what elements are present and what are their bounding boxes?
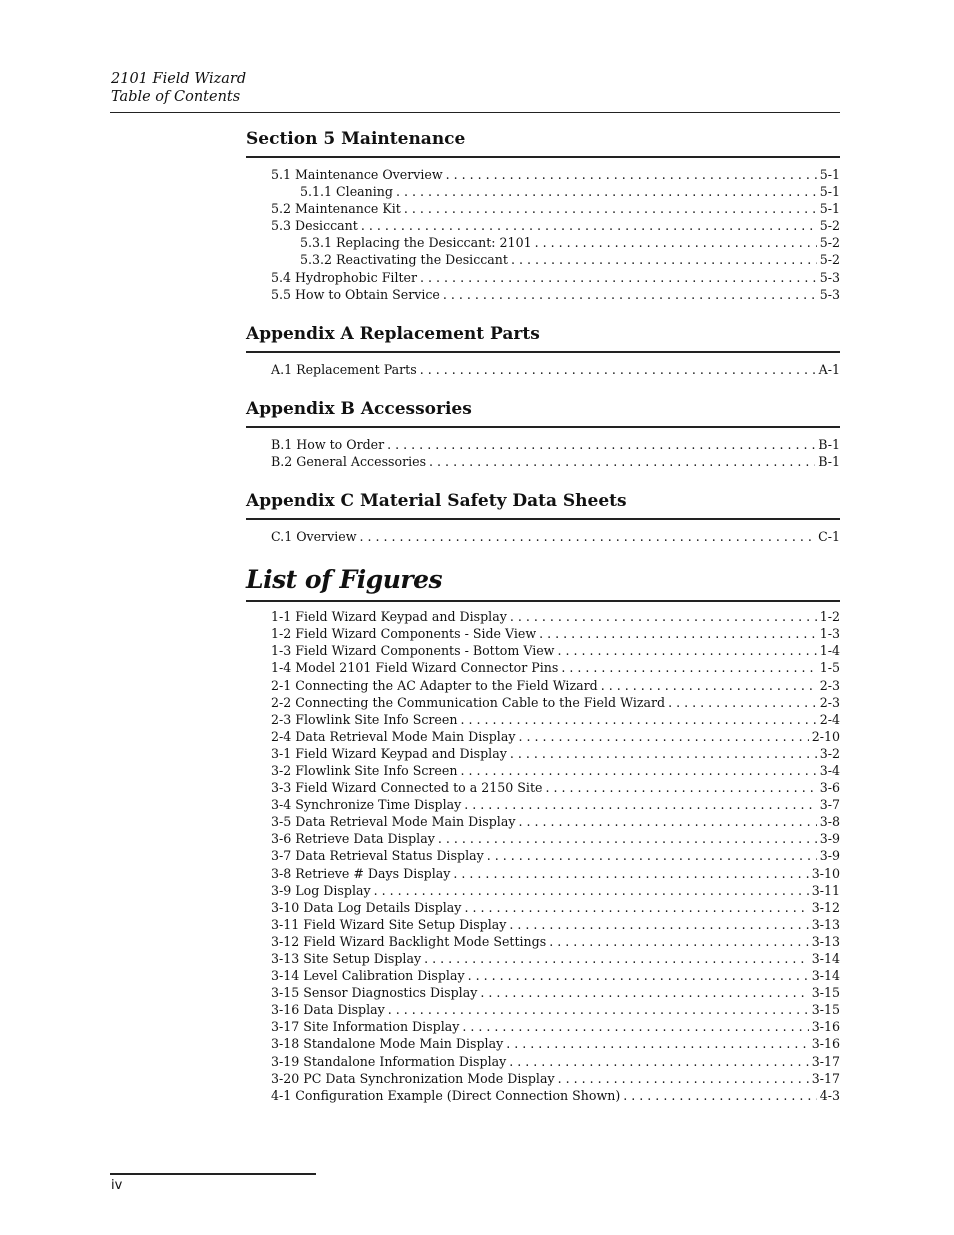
toc-entry-label: B.1 How to Order bbox=[271, 436, 385, 452]
dot-leader bbox=[549, 933, 809, 950]
toc-entry-page: 3-11 bbox=[811, 882, 840, 898]
toc-entry-page: 5-2 bbox=[819, 235, 840, 251]
dot-leader bbox=[510, 745, 817, 762]
dot-leader bbox=[460, 711, 816, 728]
toc-entry-page: 5-2 bbox=[819, 218, 840, 234]
dot-leader bbox=[480, 984, 808, 1001]
figure-entry[interactable] bbox=[246, 728, 840, 745]
toc-entry-label: 3-18 Standalone Mode Main Display bbox=[271, 1036, 504, 1052]
toc-entry[interactable] bbox=[246, 251, 840, 268]
toc-entry-label: C.1 Overview bbox=[271, 529, 357, 545]
toc-entry-label: 3-3 Field Wizard Connected to a 2150 Site bbox=[271, 780, 543, 796]
toc-entry-page: 5-2 bbox=[819, 252, 840, 268]
dot-leader bbox=[518, 813, 816, 830]
dot-leader bbox=[360, 528, 816, 545]
toc-entry-page: 3-14 bbox=[811, 951, 840, 966]
figure-entry[interactable] bbox=[246, 1018, 840, 1035]
toc-entry-label: 5.4 Hydrophobic Filter bbox=[271, 269, 418, 285]
toc-entry-label: 3-11 Field Wizard Site Setup Display bbox=[271, 916, 507, 932]
toc-sections bbox=[246, 126, 840, 545]
toc-entry-label: 1-4 Model 2101 Field Wizard Connector Pins bbox=[271, 660, 559, 676]
toc-entry-label: 3-20 PC Data Synchronization Mode Display bbox=[271, 1070, 555, 1086]
dot-leader bbox=[601, 677, 817, 694]
toc-entry-label: 3-16 Data Display bbox=[271, 1002, 385, 1018]
section-entries bbox=[246, 528, 840, 545]
figure-entry[interactable] bbox=[246, 762, 840, 779]
dot-leader bbox=[623, 1087, 816, 1104]
figure-entry[interactable] bbox=[246, 1087, 840, 1104]
toc-entry-page: 5-1 bbox=[819, 184, 840, 200]
figure-entry[interactable] bbox=[246, 745, 840, 762]
toc-entry-label: 3-7 Data Retrieval Status Display bbox=[271, 848, 484, 864]
figure-entry[interactable] bbox=[246, 984, 840, 1001]
toc-entry-label: 5.1 Maintenance Overview bbox=[271, 167, 443, 182]
toc-entry-page: 3-15 bbox=[811, 1002, 840, 1018]
toc-entry-label: 4-1 Configuration Example (Direct Connection Shown) bbox=[271, 1087, 621, 1103]
toc-entry-page: 2-10 bbox=[811, 728, 840, 744]
toc-entry-label: 3-8 Retrieve # Days Display bbox=[271, 865, 451, 881]
dot-leader bbox=[561, 659, 816, 676]
toc-entry-label: 3-17 Site Information Display bbox=[271, 1019, 460, 1035]
figure-entry[interactable] bbox=[246, 899, 840, 916]
section-rule bbox=[246, 426, 840, 428]
list-of-figures-title: List of Figures bbox=[246, 565, 443, 595]
toc-entry-label: 5.1.1 Cleaning bbox=[300, 184, 393, 200]
toc-entry-page: 1-2 bbox=[819, 609, 840, 625]
dot-leader bbox=[387, 436, 815, 453]
toc-entry-page: 3-17 bbox=[811, 1070, 840, 1086]
toc-entry-page: 1-5 bbox=[819, 660, 840, 676]
section-entries bbox=[246, 166, 840, 303]
toc-entry-page: 5-3 bbox=[819, 286, 840, 302]
dot-leader bbox=[420, 361, 816, 378]
toc-entry-page: 3-16 bbox=[811, 1036, 840, 1052]
figure-entry[interactable] bbox=[246, 608, 840, 625]
figure-entry[interactable] bbox=[246, 711, 840, 728]
dot-leader bbox=[420, 269, 817, 286]
dot-leader bbox=[509, 916, 808, 933]
dot-leader bbox=[558, 1070, 809, 1087]
toc-entry-page: 3-7 bbox=[819, 797, 840, 813]
toc-entry[interactable] bbox=[246, 453, 840, 470]
figure-entry[interactable] bbox=[246, 677, 840, 694]
toc-entry[interactable] bbox=[246, 166, 840, 183]
dot-leader bbox=[446, 166, 817, 183]
dot-leader bbox=[429, 453, 815, 470]
dot-leader bbox=[464, 899, 808, 916]
dot-leader bbox=[404, 200, 817, 217]
toc-entry-label: 3-9 Log Display bbox=[271, 882, 371, 898]
toc-entry-label: 3-10 Data Log Details Display bbox=[271, 899, 462, 915]
toc-entry[interactable] bbox=[246, 200, 840, 217]
toc-entry-label: 3-4 Synchronize Time Display bbox=[271, 797, 462, 813]
dot-leader bbox=[468, 967, 809, 984]
dot-leader bbox=[453, 865, 808, 882]
figure-entry[interactable] bbox=[246, 659, 840, 676]
figure-entry[interactable] bbox=[246, 625, 840, 642]
list-of-figures bbox=[246, 608, 840, 1104]
dot-leader bbox=[443, 286, 817, 303]
toc-entry-page: 3-4 bbox=[819, 762, 840, 778]
section-rule bbox=[246, 351, 840, 353]
header-rule bbox=[110, 112, 840, 113]
toc-entry-label: 3-14 Level Calibration Display bbox=[271, 968, 465, 984]
figure-entry[interactable] bbox=[246, 642, 840, 659]
footer-rule bbox=[110, 1173, 316, 1175]
dot-leader bbox=[535, 234, 817, 251]
toc-entry-page: 1-3 bbox=[819, 626, 840, 642]
toc-entry-label: 3-5 Data Retrieval Mode Main Display bbox=[271, 814, 516, 830]
toc-entry-page: 3-10 bbox=[811, 865, 840, 881]
figure-entry[interactable] bbox=[246, 1035, 840, 1052]
section-entries bbox=[246, 361, 840, 378]
toc-entry[interactable] bbox=[246, 217, 840, 234]
toc-entry-page: 5-1 bbox=[819, 167, 840, 182]
dot-leader bbox=[557, 642, 816, 659]
toc-entry-label: A.1 Replacement Parts bbox=[271, 361, 417, 377]
page-number: iv bbox=[111, 1178, 123, 1193]
toc-entry-label: 1-1 Field Wizard Keypad and Display bbox=[271, 609, 507, 625]
toc-content bbox=[246, 126, 840, 1104]
toc-entry-label: 5.2 Maintenance Kit bbox=[271, 201, 401, 217]
dot-leader bbox=[462, 1018, 808, 1035]
toc-entry-label: 3-1 Field Wizard Keypad and Display bbox=[271, 745, 507, 761]
toc-entry-label: 2-1 Connecting the AC Adapter to the Field Wizard bbox=[271, 677, 598, 693]
toc-entry-label: 5.3.2 Reactivating the Desiccant bbox=[300, 252, 508, 268]
dot-leader bbox=[509, 1053, 808, 1070]
section-heading: Appendix B Accessories bbox=[246, 398, 472, 419]
toc-entry-page: A-1 bbox=[818, 361, 840, 377]
toc-entry-label: 3-2 Flowlink Site Info Screen bbox=[271, 762, 458, 778]
dot-leader bbox=[396, 183, 817, 200]
dot-leader bbox=[424, 950, 809, 967]
toc-entry-label: 3-12 Field Wizard Backlight Mode Settings bbox=[271, 933, 547, 949]
running-head-title: 2101 Field Wizard bbox=[111, 71, 247, 87]
toc-entry-page: 3-9 bbox=[819, 831, 840, 847]
toc-entry-page: 5-1 bbox=[819, 201, 840, 217]
figure-entry[interactable] bbox=[246, 950, 840, 967]
toc-entry-label: 2-3 Flowlink Site Info Screen bbox=[271, 711, 458, 727]
toc-entry[interactable] bbox=[246, 286, 840, 303]
toc-entry-page: 1-4 bbox=[819, 643, 840, 659]
toc-entry-page: 2-4 bbox=[819, 711, 840, 727]
toc-entry-label: 5.5 How to Obtain Service bbox=[271, 286, 440, 302]
toc-entry-page: 3-9 bbox=[819, 848, 840, 864]
dot-leader bbox=[545, 779, 816, 796]
toc-entry-page: 5-3 bbox=[819, 269, 840, 285]
dot-leader bbox=[539, 625, 817, 642]
dot-leader bbox=[460, 762, 816, 779]
toc-entry-label: 1-2 Field Wizard Components - Side View bbox=[271, 626, 537, 642]
figure-entry[interactable] bbox=[246, 830, 840, 847]
dot-leader bbox=[668, 694, 817, 711]
toc-entry-page: 3-14 bbox=[811, 968, 840, 984]
figure-entry[interactable] bbox=[246, 865, 840, 882]
toc-entry-label: 5.3 Desiccant bbox=[271, 218, 358, 234]
dot-leader bbox=[511, 251, 817, 268]
toc-entry-label: 1-3 Field Wizard Components - Bottom View bbox=[271, 643, 555, 659]
dot-leader bbox=[506, 1035, 809, 1052]
toc-entry-label: 3-19 Standalone Information Display bbox=[271, 1053, 507, 1069]
toc-entry-page: 3-12 bbox=[811, 899, 840, 915]
toc-entry-page: 3-8 bbox=[819, 814, 840, 830]
toc-entry-page: 3-2 bbox=[819, 745, 840, 761]
toc-entry[interactable] bbox=[246, 361, 840, 378]
toc-entry-page: 3-13 bbox=[811, 933, 840, 949]
toc-entry-page: 3-17 bbox=[811, 1053, 840, 1069]
toc-entry-page: 3-16 bbox=[811, 1019, 840, 1035]
toc-entry-page: C-1 bbox=[818, 529, 840, 545]
figure-entry[interactable] bbox=[246, 779, 840, 796]
toc-entry[interactable] bbox=[246, 269, 840, 286]
toc-entry[interactable] bbox=[246, 234, 840, 251]
figure-entry[interactable] bbox=[246, 813, 840, 830]
toc-entry-label: 3-15 Sensor Diagnostics Display bbox=[271, 985, 478, 1001]
toc-entry-page: 3-6 bbox=[819, 780, 840, 796]
figure-entry[interactable] bbox=[246, 967, 840, 984]
figure-entry[interactable] bbox=[246, 916, 840, 933]
toc-entry-label: 2-4 Data Retrieval Mode Main Display bbox=[271, 728, 516, 744]
toc-entry-label: 2-2 Connecting the Communication Cable to the Field Wizard bbox=[271, 694, 666, 710]
running-head bbox=[111, 70, 246, 106]
running-head-subtitle: Table of Contents bbox=[111, 89, 241, 105]
toc-entry-page: 2-3 bbox=[819, 677, 840, 693]
figure-entry[interactable] bbox=[246, 933, 840, 950]
toc-entry-label: 5.3.1 Replacing the Desiccant: 2101 bbox=[300, 235, 532, 251]
figure-entry[interactable] bbox=[246, 847, 840, 864]
section-heading: Section 5 Maintenance bbox=[246, 129, 466, 149]
toc-entry[interactable] bbox=[246, 528, 840, 545]
toc-entry-label: 3-6 Retrieve Data Display bbox=[271, 831, 435, 847]
figure-entry[interactable] bbox=[246, 796, 840, 813]
dot-leader bbox=[518, 728, 808, 745]
toc-entry-page: 2-3 bbox=[819, 694, 840, 710]
section-rule bbox=[246, 156, 840, 158]
figure-entry[interactable] bbox=[246, 1001, 840, 1018]
dot-leader bbox=[464, 796, 816, 813]
dot-leader bbox=[361, 217, 817, 234]
toc-entry-label: B.2 General Accessories bbox=[271, 453, 427, 469]
figure-entry[interactable] bbox=[246, 1070, 840, 1087]
section-rule bbox=[246, 518, 840, 520]
toc-entry-page: B-1 bbox=[818, 436, 840, 452]
section-entries bbox=[246, 436, 840, 470]
dot-leader bbox=[487, 847, 817, 864]
section-heading: Appendix A Replacement Parts bbox=[246, 323, 540, 344]
toc-entry[interactable] bbox=[246, 183, 840, 200]
list-of-figures-rule bbox=[246, 600, 840, 602]
dot-leader bbox=[438, 830, 817, 847]
dot-leader bbox=[388, 1001, 809, 1018]
toc-entry-page: 3-15 bbox=[811, 985, 840, 1001]
figure-entry[interactable] bbox=[246, 1053, 840, 1070]
figure-entry[interactable] bbox=[246, 694, 840, 711]
toc-entry-label: 3-13 Site Setup Display bbox=[271, 951, 422, 966]
toc-entry[interactable] bbox=[246, 436, 840, 453]
dot-leader bbox=[510, 608, 817, 625]
figure-entry[interactable] bbox=[246, 882, 840, 899]
section-heading: Appendix C Material Safety Data Sheets bbox=[246, 491, 627, 512]
dot-leader bbox=[374, 882, 809, 899]
toc-entry-page: 3-13 bbox=[811, 916, 840, 932]
toc-entry-page: B-1 bbox=[818, 453, 840, 469]
toc-entry-page: 4-3 bbox=[819, 1087, 840, 1103]
